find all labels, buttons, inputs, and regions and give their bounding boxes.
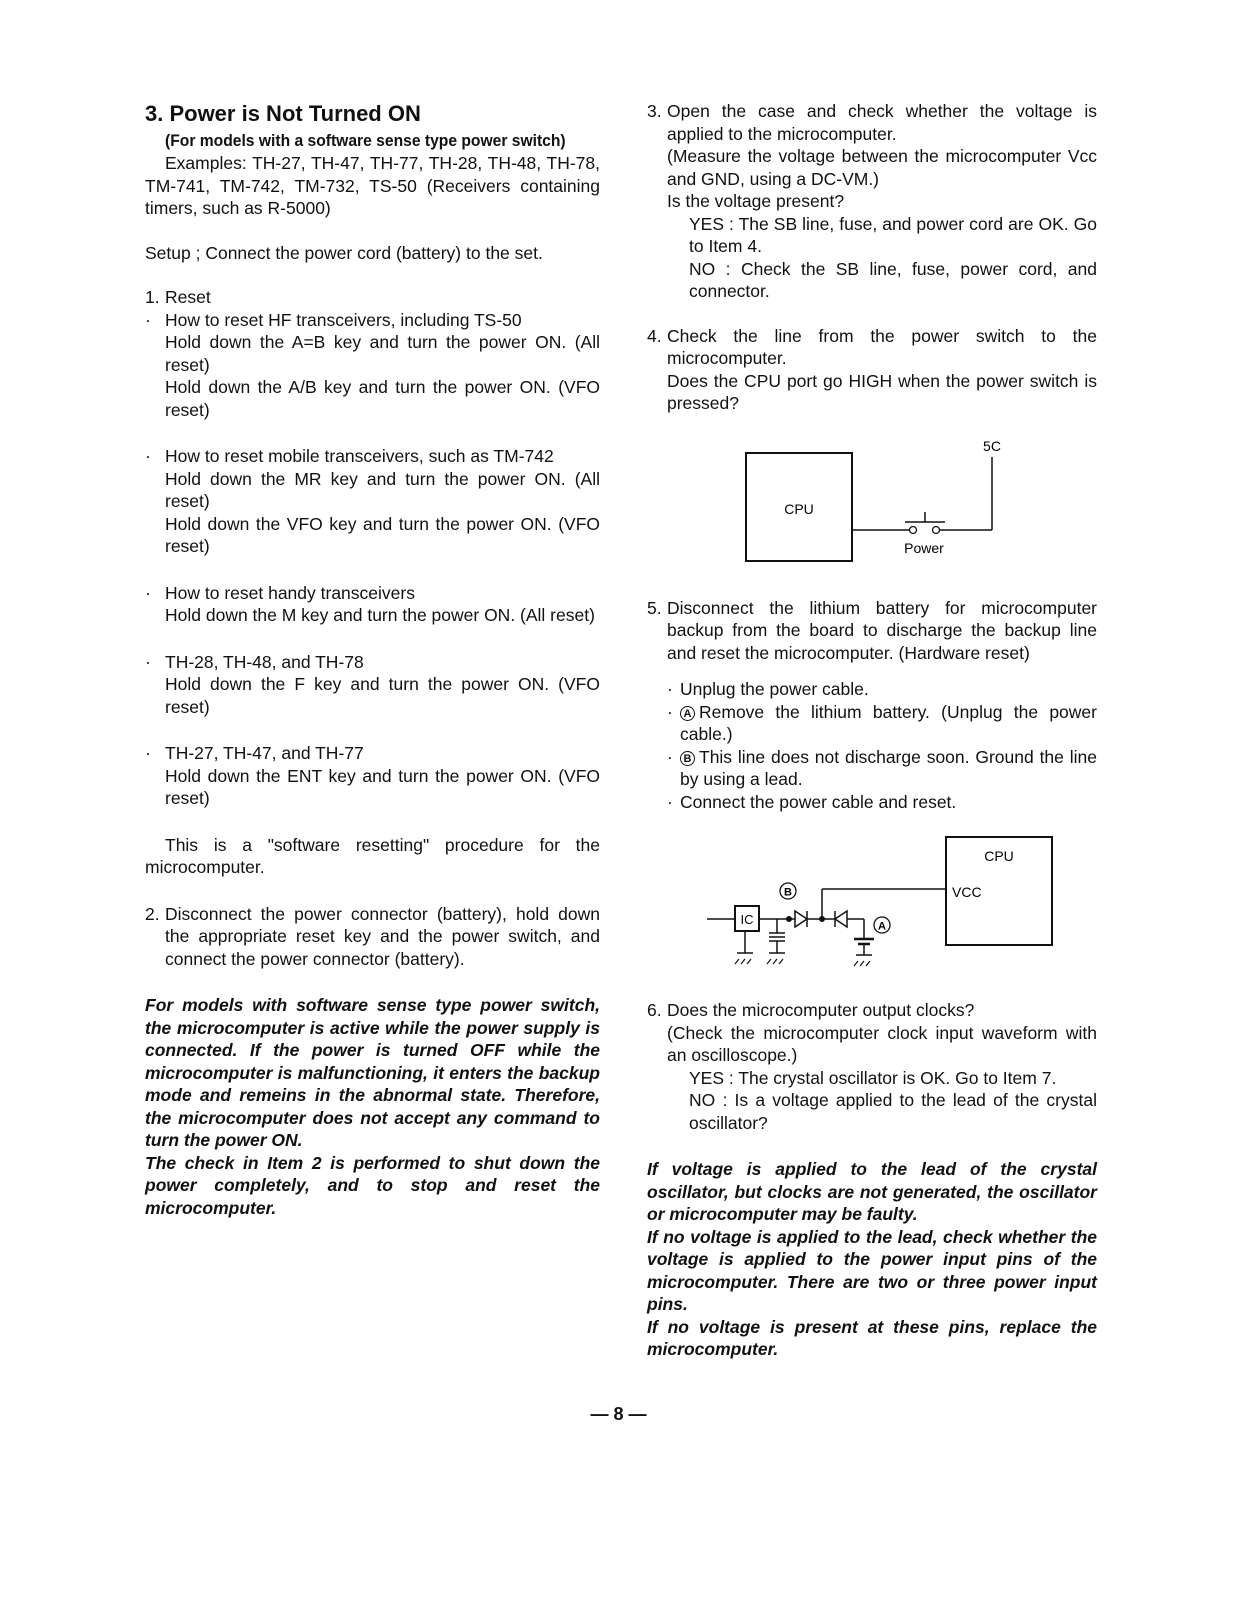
- item-3-no: NO : Check the SB line, fuse, power cord, and connector.: [689, 258, 1097, 301]
- reset-mobile-block: [145, 445, 600, 558]
- mark-b-icon: B: [680, 751, 695, 766]
- reset-hf-line-1: Hold down the A=B key and turn the power ON. (All reset): [165, 332, 600, 375]
- item-1-label: Reset: [165, 287, 211, 307]
- reset-handy-heading: How to reset handy transceivers: [165, 582, 415, 603]
- reset-hf-line-2: Hold down the A/B key and turn the power ON. (VFO reset): [165, 377, 600, 420]
- right-note-1: If voltage is applied to the lead of the crystal oscillator, but clocks are not generated, the oscillator or microcomputer may be faulty.: [647, 1159, 1097, 1224]
- mark-a-diagram-label: A: [878, 920, 886, 933]
- bullet-mark: ·: [667, 679, 673, 699]
- bullet-mark: ·: [145, 743, 151, 763]
- item-6: [647, 999, 1097, 1134]
- item-6-text: Does the microcomputer output clocks?: [667, 1000, 975, 1020]
- item-3-number: 3.: [647, 101, 662, 121]
- reset-hf-heading: How to reset HF transceivers, including TS-50: [165, 309, 522, 330]
- item-2-text: Disconnect the power connector (battery), hold down the appropriate reset key and the power switch, and connect the power connector (battery).: [165, 903, 600, 969]
- item-2: [145, 903, 600, 971]
- item-4: [647, 325, 1097, 415]
- cpu-label: CPU: [784, 500, 814, 517]
- power-switch-label: Power: [904, 539, 944, 556]
- item-6-check: (Check the microcomputer clock input waveform with an oscilloscope.): [667, 1022, 1097, 1065]
- item-6-number: 6.: [647, 1000, 662, 1020]
- right-column: [647, 100, 1097, 1361]
- reset-mobile-line-2: Hold down the VFO key and turn the power ON. (VFO reset): [165, 513, 600, 556]
- item-5-step-2: [647, 701, 1097, 746]
- item-1: [145, 286, 600, 309]
- bullet-mark: ·: [145, 309, 151, 330]
- item-5: [647, 597, 1097, 665]
- diode-1-icon: [795, 911, 807, 927]
- item-5-number: 5.: [647, 597, 662, 618]
- page-number: — 8 —: [590, 1404, 647, 1424]
- left-column: [145, 100, 600, 1219]
- ic-label: IC: [740, 912, 754, 927]
- reset-th27-heading: TH-27, TH-47, and TH-77: [165, 743, 364, 763]
- item-5-step-2-text: Remove the lithium battery. (Unplug the power cable.): [680, 701, 1097, 744]
- item-2-number: 2.: [145, 903, 160, 924]
- bullet-mark: ·: [145, 446, 151, 466]
- bullet-mark: ·: [667, 701, 673, 722]
- reset-mobile-heading: How to reset mobile transceivers, such as TM-742: [165, 446, 554, 466]
- item-3: [647, 100, 1097, 303]
- bullet-mark: ·: [145, 651, 151, 672]
- left-note-2: The check in Item 2 is performed to shut down the power completely, and to stop and reset the microcomputer.: [145, 1152, 600, 1218]
- software-reset-text: This is a "software resetting" procedure for the microcomputer.: [145, 834, 600, 877]
- item-6-no: NO : Is a voltage applied to the lead of the crystal oscillator?: [689, 1090, 1097, 1133]
- right-note-3: If no voltage is present at these pins, replace the microcomputer.: [647, 1316, 1097, 1359]
- item-5-step-4: [647, 791, 1097, 814]
- reset-th28-line-1: Hold down the F key and turn the power ON. (VFO reset): [165, 674, 600, 717]
- diode-2-icon: [835, 911, 847, 927]
- examples-text: Examples: TH-27, TH-47, TH-77, TH-28, TH-48, TH-78, TM-741, TM-742, TM-732, TS-50 (Receivers containing timers, such as R-5000): [145, 153, 600, 218]
- backup-battery-diagram: [647, 827, 1097, 977]
- reset-hf-block: [145, 309, 600, 422]
- bullet-mark: ·: [145, 582, 151, 603]
- reset-th28-block: [145, 651, 600, 719]
- item-5-step-4-text: Connect the power cable and reset.: [680, 791, 957, 812]
- item-5-step-1: [647, 678, 1097, 701]
- item-4-number: 4.: [647, 325, 662, 346]
- item-5-step-1-text: Unplug the power cable.: [680, 679, 869, 699]
- item-3-question: Is the voltage present?: [667, 191, 845, 211]
- reset-handy-block: [145, 582, 600, 627]
- item-4-question: Does the CPU port go HIGH when the power switch is pressed?: [667, 370, 1097, 413]
- section-title: 3. Power is Not Turned ON: [145, 101, 421, 126]
- cpu-label-2: CPU: [984, 848, 1014, 864]
- right-note-2: If no voltage is applied to the lead, check whether the voltage is applied to the power input pins of the microcomputer. There are two or three power input pins.: [647, 1226, 1097, 1314]
- reset-th28-heading: TH-28, TH-48, and TH-78: [165, 651, 364, 672]
- section-subtitle: (For models with a software sense type power switch): [165, 131, 566, 150]
- item-5-step-3-text: This line does not discharge soon. Ground the line by using a lead.: [680, 746, 1097, 789]
- bullet-mark: ·: [667, 746, 673, 767]
- vcc-label: VCC: [952, 884, 982, 900]
- bullet-mark: ·: [667, 791, 673, 812]
- item-1-number: 1.: [145, 287, 160, 307]
- reset-th27-block: [145, 742, 600, 810]
- setup-text: Setup ; Connect the power cord (battery) to the set.: [145, 242, 543, 263]
- mark-b-diagram-label: B: [784, 886, 792, 899]
- left-note-1: For models with software sense type power switch, the microcomputer is active while the power supply is connected. If the power is turned OFF while the microcomputer is malfunctioning, it enters the backup mode and remeins in the abnormal state. Therefore, the microcomputer does not accept any command to turn the power ON.: [145, 995, 600, 1150]
- reset-mobile-line-1: Hold down the MR key and turn the power ON. (All reset): [165, 468, 600, 511]
- item-3-measure: (Measure the voltage between the microcomputer Vcc and GND, using a DC-VM.): [667, 146, 1097, 189]
- cpu-power-switch-diagram: [647, 423, 1097, 573]
- reset-th27-line-1: Hold down the ENT key and turn the power ON. (VFO reset): [165, 765, 600, 808]
- mark-a-icon: A: [680, 706, 695, 721]
- item-6-yes: YES : The crystal oscillator is OK. Go to Item 7.: [689, 1067, 1057, 1088]
- item-5-step-3: [647, 746, 1097, 791]
- item-5-text: Disconnect the lithium battery for microcomputer backup from the board to discharge the backup line and reset the microcomputer. (Hardware reset): [667, 597, 1097, 663]
- item-3-text: Open the case and check whether the voltage is applied to the microcomputer.: [667, 101, 1097, 144]
- reset-handy-line-1: Hold down the M key and turn the power ON. (All reset): [165, 605, 595, 625]
- item-3-yes: YES : The SB line, fuse, and power cord are OK. Go to Item 4.: [689, 213, 1097, 256]
- supply-5c-label: 5C: [983, 437, 1001, 454]
- item-4-text: Check the line from the power switch to the microcomputer.: [667, 325, 1097, 368]
